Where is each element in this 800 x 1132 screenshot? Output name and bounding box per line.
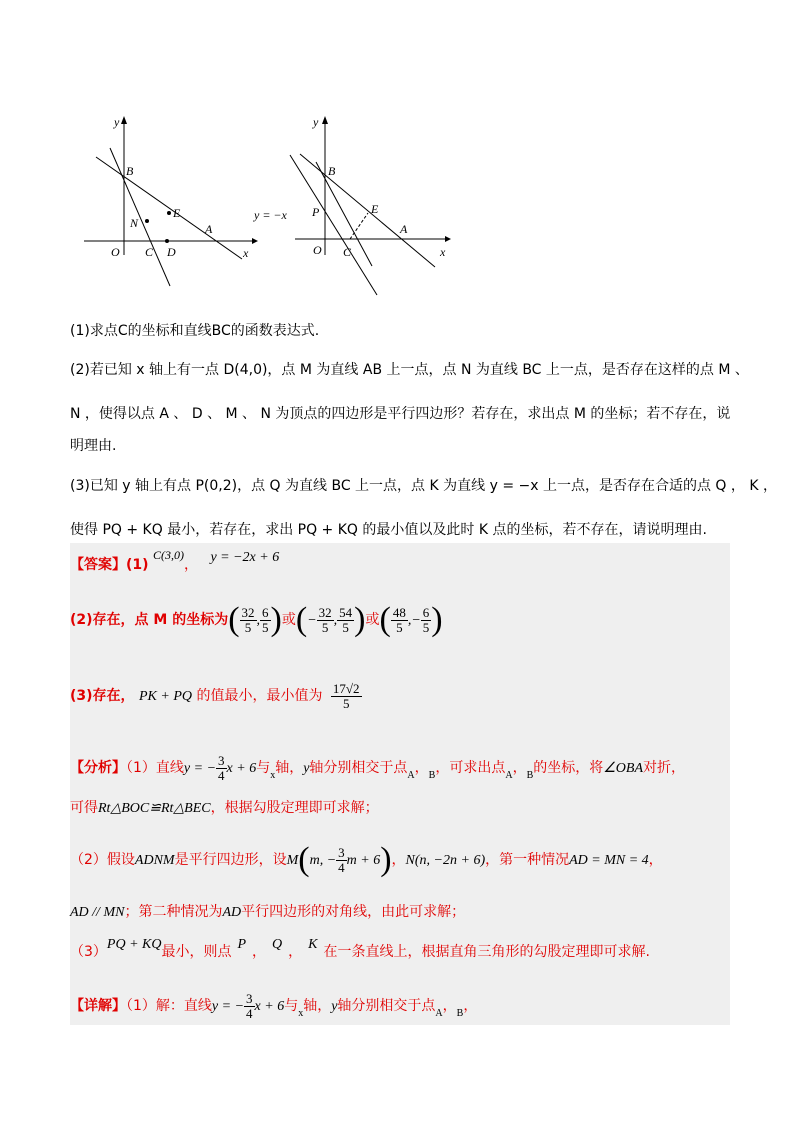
analysis-var: K [308,937,318,952]
analysis-var: y [303,761,310,776]
a2-p3-den1: 5 [396,619,403,635]
analysis-tag: 【分析】 [70,760,126,776]
label-o: O [111,245,120,259]
analysis-frac-den: 4 [338,859,345,875]
detail-frac-den: 4 [246,1005,253,1021]
figure-1 [70,110,270,300]
analysis-var: B [526,770,534,781]
segment-ce [350,213,368,239]
answer-3-prefix: (3)存在， [70,688,135,704]
label-d: D [167,245,176,259]
analysis-var: x [270,770,276,781]
analysis-text: 轴分别相交于点 [309,760,408,776]
x-axis-arrow-icon [445,236,451,242]
analysis-text: （3） [70,944,107,960]
detail-var: A [435,1008,443,1019]
analysis-var: ADNM [134,853,175,868]
answer-2-prefix: (2)存在，点 M 的坐标为 [70,612,229,628]
label-n: N [130,216,139,230]
analysis-text: 与 [256,760,271,776]
a2-p3-num2: 6 [422,604,430,620]
analysis-frac-den: 4 [218,767,225,783]
detail-text: ， [442,998,457,1014]
analysis-var: A [407,770,415,781]
analysis-expr: m, − [309,853,337,868]
analysis-expr: AD // MN [70,905,125,920]
analysis-eq: x + 6 [226,761,257,776]
analysis-text: ；第二种情况为 [124,904,223,920]
analysis-text: 是平行四边形，设 [174,852,287,868]
detail-eq: y = − [211,999,245,1014]
detail-text: 轴分别相交于点 [337,998,436,1014]
analysis-frac-num: 3 [218,752,225,768]
detail-var: x [298,1008,304,1019]
answer-2: (2)存在，点 M 的坐标为( $\frac{32}{5}$ , $\frac{6}{5}$ )或(− $\frac{32}{5}$ , $\frac{54}{5}$ )或( $\frac{48}{5}$ ,− $\frac{6}{5}$ ) [70,601,443,638]
answer-3-num: 17√2 [332,680,360,696]
analysis-text: ， [288,944,303,960]
label-x: x [243,246,249,260]
a2-p1-num1: 32 [241,604,255,620]
detail-var: y [331,999,338,1014]
analysis-text: 最小，则点 [161,944,232,960]
label-y: y [313,115,319,129]
analysis-text: （1）直线 [126,760,184,776]
y-axis-arrow-icon [121,116,127,124]
a2-p1-den2: 5 [262,619,269,635]
figure-2 [250,110,465,300]
analysis-text: （2）假设 [70,852,135,868]
analysis-expr: N(n, −2n + 6) [405,853,486,868]
analysis-text: ，可求出点 [435,760,506,776]
analysis-expr: Rt△BOC≌Rt△BEC [98,801,211,816]
answer-3-den: 5 [342,695,350,711]
a2-p2-den1: 5 [321,619,329,635]
a2-p1-num2: 6 [262,604,269,620]
a2-p2-den2: 5 [342,619,349,635]
analysis-line-2 [70,798,750,819]
label-e: E [371,202,379,216]
analysis-var: M [286,853,299,868]
point-e [167,211,171,215]
answer-3-expr: PK + PQ [139,689,192,704]
analysis-text: 可得 [70,800,98,816]
detail-text: ， [463,998,478,1014]
label-b: B [126,164,134,178]
detail-line-1 [70,988,750,1024]
analysis-expr: AD = MN = 4 [569,853,649,868]
answer-3-mid: 的值最小，最小值为 [196,688,323,704]
analysis-text: 轴， [275,760,304,776]
a2-p2-num2: 54 [339,604,353,620]
analysis-text: ， [252,944,267,960]
analysis-var: Q [272,937,283,952]
analysis-text: ， [414,760,429,776]
detail-text: （1）解：直线 [126,998,212,1014]
label-o: O [313,243,322,257]
analysis-line-3: （2）假设ADNM是平行四边形，设M(m, − $\frac{3}{4}$ m + 6)，N(n, −2n + 6)，第一种情况AD = MN = 4， [70,841,663,878]
point-d [165,239,169,243]
answer-1-prefix: (1) [126,557,149,573]
analysis-line-5 [70,934,750,970]
a2-p3-den2: 5 [422,619,430,635]
analysis-text: ， [512,760,527,776]
line-ab [96,157,242,259]
analysis-text: ，根据勾股定理即可求解； [210,800,379,816]
analysis-text: ， [391,852,406,868]
detail-tag: 【详解】 [70,998,126,1014]
analysis-text: ，第一种情况 [485,852,570,868]
label-p: P [312,205,320,219]
label-b: B [328,164,336,178]
point-n [145,219,149,223]
label-x: x [440,245,446,259]
line-bc [110,148,170,286]
detail-text: 与 [284,998,299,1014]
analysis-line-4 [70,902,750,923]
detail-text: 轴， [303,998,332,1014]
a2-p1-den1: 5 [244,619,252,635]
analysis-line-1 [70,750,750,786]
answer-1-sep: ， [184,557,198,573]
answer-tag: 【答案】 [70,557,126,573]
analysis-frac-num: 3 [338,844,345,860]
answer-3 [70,676,750,716]
answer-2-or-2: 或 [365,612,380,628]
label-c: C [145,245,154,259]
question-2-line-3: 明理由. [70,438,117,454]
answer-1-line: y = −2x + 6 [210,550,280,565]
label-c: C [343,245,352,259]
analysis-text: ， [648,852,663,868]
analysis-var: P [237,937,247,952]
a2-p3-num1: 48 [392,604,406,620]
a2-p2-num1: 32 [318,604,332,620]
question-3-line-1: (3)已知 y 轴上有点 P(0,2)，点 Q 为直线 BC 上一点，点 K 为直线 y = −x 上一点，是否存在合适的点 Q ， K ， [70,478,777,494]
analysis-text: 的坐标，将 [533,760,604,776]
question-3-line-2: 使得 PQ + KQ 最小，若存在，求出 PQ + KQ 的最小值以及此时 K 点的坐标，若不存在，请说明理由. [70,522,707,538]
analysis-text: 平行四边形的对角线，由此可求解； [241,904,466,920]
question-2-line-1: (2)若已知 x 轴上有一点 D(4,0)，点 M 为直线 AB 上一点，点 N 为直线 BC 上一点，是否存在这样的点 M 、 [70,362,749,378]
detail-var: B [456,1008,464,1019]
label-a: A [400,222,408,236]
analysis-var: B [428,770,436,781]
label-a: A [205,222,213,236]
label-y: y [114,115,120,129]
analysis-expr: PQ + KQ [106,937,162,952]
question-2-line-2: N ，使得以点 A 、 D 、 M 、 N 为顶点的四边形是平行四边形？若存在，求出点 M 的坐标；若不存在，说 [70,406,731,422]
answer-1-point: C(3,0) [153,548,184,562]
label-e: E [173,206,181,220]
analysis-text: 对折， [643,760,685,776]
y-axis-arrow-icon [322,116,328,124]
answer-2-or-1: 或 [281,612,296,628]
analysis-var: A [505,770,513,781]
question-1: (1)求点C的坐标和直线BC的函数表达式. [70,323,320,339]
answer-1 [70,548,750,576]
analysis-eq: y = − [183,761,217,776]
analysis-text: 在一条直线上，根据直角三角形的勾股定理即可求解. [323,944,650,960]
detail-eq: x + 6 [254,999,285,1014]
analysis-angle: ∠OBA [603,761,643,776]
analysis-expr: m + 6 [346,853,381,868]
label-line-y-neg-x: y = −x [254,208,287,222]
detail-frac-num: 3 [246,990,253,1006]
analysis-var: AD [222,905,242,920]
